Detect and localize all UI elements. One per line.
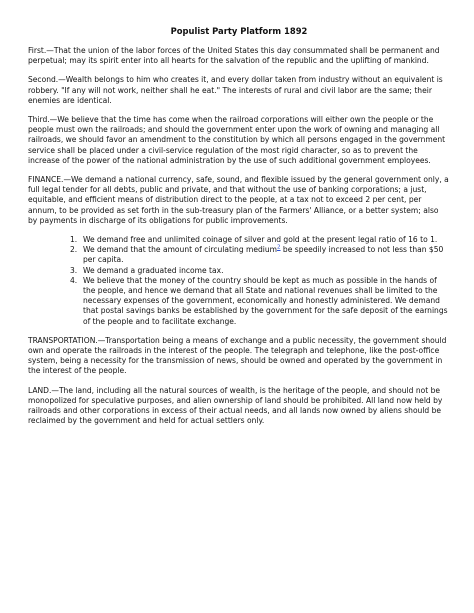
document-title: Populist Party Platform 1892	[170, 26, 308, 36]
list-item	[28, 245, 450, 265]
list-item-text: We demand free and unlimited coinage of silver and gold at the present legal ratio of 16 to 1.	[83, 235, 438, 245]
finance-demands-list	[28, 235, 450, 327]
list-item-number: 2.	[70, 245, 78, 255]
list-item-number: 4.	[70, 275, 78, 285]
paragraph-third: Third.—We believe that the time has come when the railroad corporations will either own the people or the people must own the railroads; and should the government enter upon the work of owning and managing all railroads, we should favor an amendment to the constitution by which all persons engaged in the government service shall be placed under a civil-service regulation of the most rigid character, so as to prevent the increase of the power of the national administration by the use of such additional government employees.	[28, 115, 446, 165]
list-item	[28, 276, 450, 327]
list-item-text-continued: be speedily increased to not less than $50 per capita.	[83, 245, 444, 265]
footnote-link[interactable]: 2	[277, 244, 281, 251]
list-item-text: We demand that the amount of circulating medium	[83, 245, 278, 255]
list-item-text: We believe that the money of the country should be kept as much as possible in the hands of the people, and hence we demand that all State and national revenues shall be limited to the necessary expenses of the government, economically and honestly administered. We demand that postal savings banks be established by the government for the safe deposit of the earnings of the people and to facilitate exchange.	[83, 275, 448, 326]
list-item	[28, 235, 450, 245]
paragraph-first: First.—That the union of the labor forces of the United States this day consummated shall be permanent and perpetual; may its spirit enter into all hearts for the salvation of the republic and the uplifting of mankind.	[28, 46, 440, 66]
paragraph-land: LAND.—The land, including all the natural sources of wealth, is the heritage of the people, and should not be monopolized for speculative purposes, and alien ownership of land should be prohibited. All land now held by railroads and other corporations in excess of their actual needs, and all lands now owned by aliens should be reclaimed by the government and held for actual settlers only.	[28, 385, 443, 426]
paragraph-finance: FINANCE.—We demand a national currency, safe, sound, and flexible issued by the general government only, a full legal tender for all debts, public and private, and that without the use of banking corporations; a just, equitable, and efficient means of distribution direct to the people, at a tax not to exceed 2 per cent, per annum, to be provided as set forth in the sub-treasury plan of the Farmers' Alliance, or a better system; also by payments in discharge of its obligations for public improvements.	[28, 175, 449, 225]
paragraph-second: Second.—Wealth belongs to him who creates it, and every dollar taken from industry without an equivalent is robbery. "If any will not work, neither shall he eat." The interests of rural and civil labor are the same; their enemies are identical.	[28, 75, 443, 105]
list-item	[28, 266, 450, 276]
list-item-text: We demand a graduated income tax.	[83, 265, 224, 275]
document-page	[28, 26, 450, 436]
paragraph-transportation: TRANSPORTATION.—Transportation being a means of exchange and a public necessity, the government should own and operate the railroads in the interest of the people. The telegraph and telephone, like the post-office system, being a necessity for the transmission of news, should be owned and operated by the government in the interest of the people.	[28, 335, 447, 376]
list-item-number: 1.	[70, 235, 78, 245]
list-item-number: 3.	[70, 265, 78, 275]
